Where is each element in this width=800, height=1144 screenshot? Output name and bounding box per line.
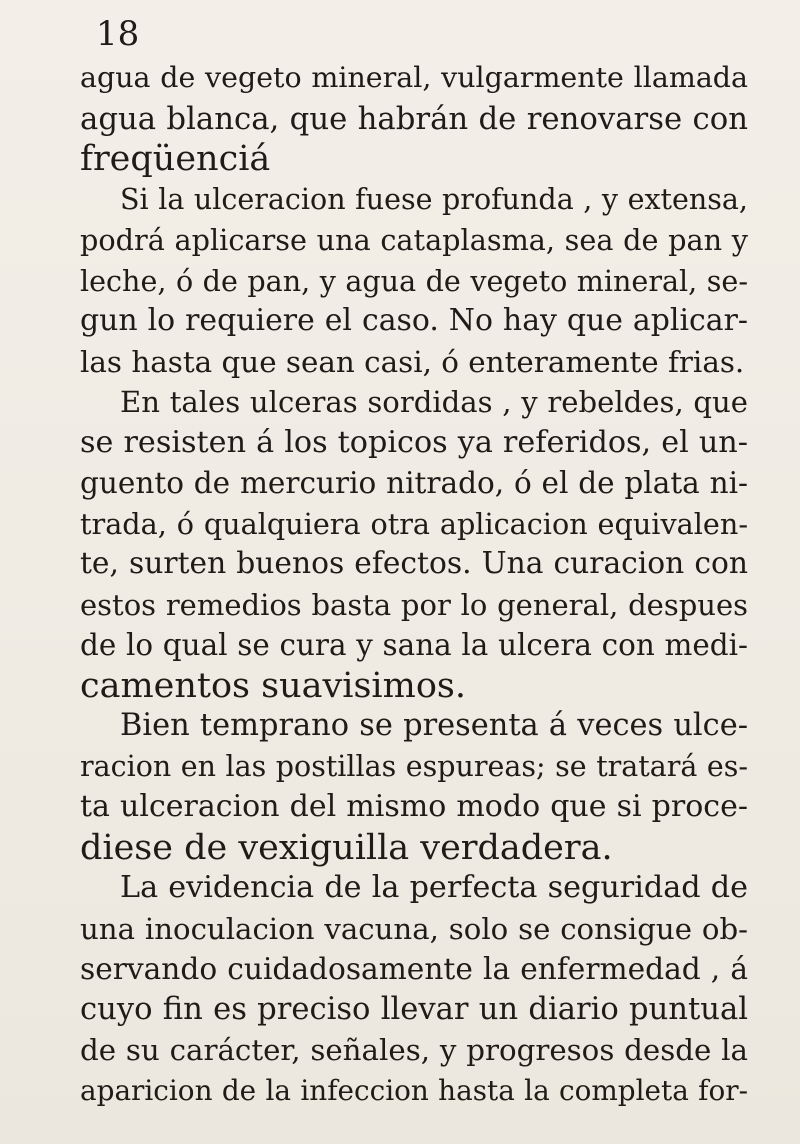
text-line: servando cuidadosamente la enfermedad , á — [80, 951, 748, 986]
text-line: agua de vegeto mineral, vulgarmente llamada — [80, 61, 748, 94]
text-line: aparicion de la infeccion hasta la completa for- — [80, 1073, 748, 1107]
text-line: estos remedios basta por lo general, despues — [80, 587, 748, 622]
text-line: trada, ó qualquiera otra aplicacion equivalen- — [80, 506, 748, 541]
text-line: En tales ulceras sordidas , y rebeldes, que — [120, 385, 748, 419]
text-line: las hasta que sean casi, ó enteramente frias. — [80, 344, 745, 379]
text-line: Si la ulceracion fuese profunda , y extensa, — [120, 182, 748, 216]
text-line: diese de vexiguilla verdadera. — [80, 827, 613, 868]
text-line: de lo qual se cura y sana la ulcera con medi- — [80, 628, 748, 662]
text-line: camentos suavisimos. — [80, 665, 466, 706]
text-line: leche, ó de pan, y agua de vegeto mineral, se- — [80, 263, 748, 298]
text-line: Bien temprano se presenta á veces ulce- — [120, 708, 748, 743]
text-line: racion en las postillas espureas; se tratará es- — [80, 749, 748, 783]
text-line: La evidencia de la perfecta seguridad de — [120, 870, 748, 905]
text-line: freqüenciá — [80, 139, 271, 179]
text-line: guento de mercurio nitrado, ó el de plata ni- — [80, 466, 748, 500]
text-line: se resisten á los topicos ya referidos, el un- — [80, 424, 748, 460]
body-text — [80, 58, 748, 1111]
text-line: una inoculacion vacuna, solo se consigue ob- — [80, 911, 748, 946]
text-line: agua blanca, que habrán de renovarse con — [80, 100, 748, 137]
text-line: de su carácter, señales, y progresos desde la — [80, 1033, 748, 1067]
text-line: cuyo fin es preciso llevar un diario puntual — [80, 991, 748, 1027]
text-line: te, surten buenos efectos. Una curacion con — [80, 546, 748, 581]
text-line: podrá aplicarse una cataplasma, sea de pan y — [80, 223, 748, 257]
page-number: 18 — [96, 14, 140, 54]
text-line: ta ulceracion del mismo modo que si proce- — [80, 789, 748, 824]
text-line: gun lo requiere el caso. No hay que aplicar- — [80, 303, 748, 338]
